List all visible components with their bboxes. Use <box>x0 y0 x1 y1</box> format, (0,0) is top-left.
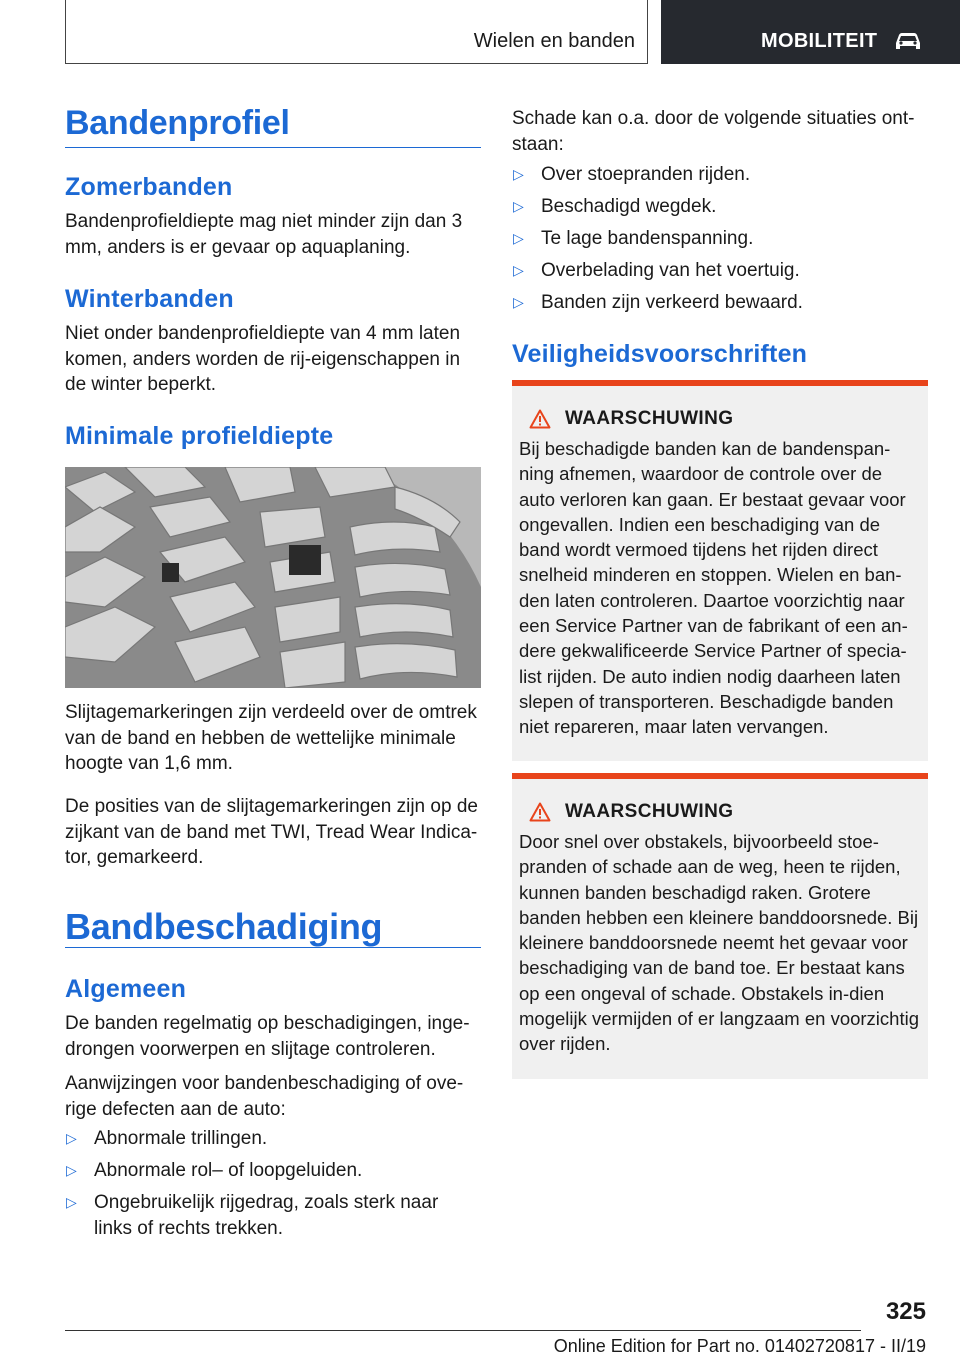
triangle-bullet-icon: ▷ <box>513 262 524 278</box>
text-slijtagemarkeringen: Slijtagemarkeringen zijn verdeeld over de omtrek van de band en hebben de wettelijke minimale hoogte van 1,6 mm. <box>65 702 477 774</box>
text-schade-intro: Schade kan o.a. door de volgende situaties ont-staan: <box>512 108 915 155</box>
warning-label: WAARSCHUWING <box>565 801 734 822</box>
list-item: ▷ Abnormale trillingen. <box>65 1126 479 1152</box>
triangle-bullet-icon: ▷ <box>513 166 524 182</box>
footer-edition: Online Edition for Part no. 01402720817 - II/19 <box>553 1336 926 1356</box>
list-item: ▷ Over stoepranden rijden. <box>512 162 928 188</box>
warning-title-2 <box>529 801 920 823</box>
text-posities: De posities van de slijtagemarkeringen zijn op de zijkant van de band met TWI, Tread Wear Indica-tor, gemarkeerd. <box>65 796 478 868</box>
warning-triangle-icon <box>529 409 551 429</box>
heading-minimale-profieldiepte: Minimale profieldiepte <box>65 422 334 450</box>
heading-winterbanden: Winterbanden <box>65 285 234 313</box>
footer-rule <box>65 1330 861 1331</box>
warning-text-1: Bij beschadigde banden kan de bandenspan-ning afnemen, waardoor de controle over de auto verloren kan gaan. Er bestaat gevaar voor ongevallen. Indien een beschadiging van de band wordt vermoed tijdens het rijden direct snelheid minderen en stoppen. Wielen en ban-den laten controleren. Daartoe voorzichtig naar een Service Partner van de fabrikant of een an-dere gekwalificeerde Service Partner of specia-list rijden. De auto indien nodig daarheen laten slepen of transporteren. Beschadigde banden niet repareren, maar laten vervangen. <box>519 438 908 738</box>
page-title: Bandenprofiel <box>65 104 290 142</box>
page-number: 325 <box>885 1298 926 1325</box>
header-chapter-box <box>661 0 960 64</box>
list-item: ▷ Abnormale rol– of loopgeluiden. <box>65 1158 479 1184</box>
text-zomerbanden: Bandenprofieldiepte mag niet minder zijn dan 3 mm, anders is er gevaar op aquaplaning. <box>65 211 463 258</box>
header-chapter-title: MOBILITEIT <box>761 30 878 52</box>
list-item: ▷ Ongebruikelijk rijgedrag, zoals sterk naar links of rechts trekken. <box>66 1192 439 1239</box>
warning-triangle-icon <box>529 802 551 822</box>
triangle-bullet-icon: ▷ <box>66 1130 77 1146</box>
bandbeschadiging-rule <box>65 947 481 948</box>
warning-box-2 <box>512 773 928 1079</box>
heading-bandbeschadiging: Bandbeschadiging <box>65 906 383 947</box>
list-item: ▷ Beschadigd wegdek. <box>512 194 928 220</box>
list-item: ▷ Te lage bandenspanning. <box>512 226 928 252</box>
heading-veiligheidsvoorschriften: Veiligheidsvoorschriften <box>512 340 808 368</box>
heading-algemeen: Algemeen <box>65 975 187 1003</box>
triangle-bullet-icon: ▷ <box>66 1194 77 1210</box>
title-rule <box>65 147 481 148</box>
tire-tread-illustration <box>65 467 481 688</box>
warning-label: WAARSCHUWING <box>565 408 734 429</box>
triangle-bullet-icon: ▷ <box>66 1162 77 1178</box>
warning-box-1 <box>512 380 928 761</box>
heading-zomerbanden: Zomerbanden <box>65 173 233 201</box>
list-item: ▷ Banden zijn verkeerd bewaard. <box>512 290 928 316</box>
list-situaties <box>512 162 928 322</box>
text-algemeen: De banden regelmatig op beschadigingen, inge-drongen voorwerpen en slijtage controleren. <box>65 1013 470 1060</box>
text-winterbanden: Niet onder bandenprofieldiepte van 4 mm laten komen, anders worden de rij-eigenschappen in de winter beperkt. <box>65 323 461 395</box>
warning-title-1 <box>529 408 920 430</box>
triangle-bullet-icon: ▷ <box>513 230 524 246</box>
list-aanwijzingen <box>65 1126 479 1248</box>
triangle-bullet-icon: ▷ <box>513 294 524 310</box>
list-item: ▷ Overbelading van het voertuig. <box>512 258 928 284</box>
header-section-box <box>65 0 648 64</box>
header-section-title: Wielen en banden <box>473 30 635 52</box>
text-aanwijzingen: Aanwijzingen voor bandenbeschadiging of ove-rige defecten aan de auto: <box>65 1073 464 1120</box>
car-icon <box>893 30 923 52</box>
triangle-bullet-icon: ▷ <box>513 198 524 214</box>
warning-text-2: Door snel over obstakels, bijvoorbeeld stoe-pranden of schade aan de weg, heen te rijden, kunnen banden beschadigd raken. Grotere banden hebben een kleinere banddoorsnede. Bij kleinere banddoorsnede neemt het gevaar voor beschadiging van de band toe. Er bestaat kans op een ongeval of schade. Obstakels in-dien mogelijk vermijden of er langzaam en voorzichtig over rijden. <box>519 831 919 1055</box>
